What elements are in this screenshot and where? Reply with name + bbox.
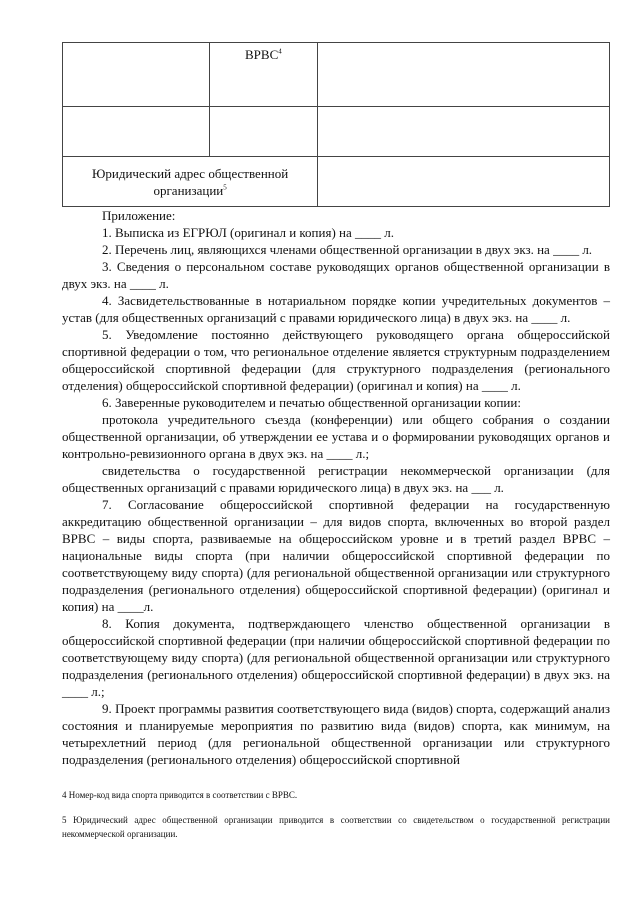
footnote-4: 4 Номер-код вида спорта приводится в соответствии с ВРВС. <box>62 790 298 800</box>
list-item: 4. Засвидетельствованные в нотариальном порядке копии учредительных документов – устав (для общественных организаций с правами юридического лица) в двух экз. на ____ л. <box>62 293 610 325</box>
list-item: 7. Согласование общероссийской спортивной федерации на государственную аккредитацию общественной организации – для видов спорта, включенных во второй раздел ВРВС – виды спорта, развиваемые на общероссийском уровне и в третий раздел ВРВС – национальные виды спорта (при наличии общероссийской спортивной федерации по соответствующему виду спорта) (для региональной общественной организации или структурного подразделения (регионального отделения) общероссийской спортивной федерации) (оригинал и копия) на ____л. <box>62 497 610 614</box>
footnote-ref-4: 4 <box>278 47 282 56</box>
form-table <box>62 42 610 207</box>
appendix-heading: Приложение: <box>102 208 176 223</box>
list-item: 1. Выписка из ЕГРЮЛ (оригинал и копия) на ____ л. <box>102 225 394 240</box>
table-cell <box>318 43 610 107</box>
table-cell <box>63 107 210 157</box>
list-item: 3. Сведения о персональном составе руководящих органов общественной организации в двух экз. на ____ л. <box>62 259 610 291</box>
table-cell <box>209 107 318 157</box>
list-item: протокола учредительного съезда (конференции) или общего собрания о создании общественной организации, об утверждении ее устава и о формировании руководящих органов и контрольно-ревизионного органа в двух экз. на ____ л.; <box>62 412 610 461</box>
footnote-5: 5 Юридический адрес общественной организации приводится в соответствии со свидетельством о государственной регистрации некоммерческой организации. <box>62 815 610 839</box>
appendix-list <box>62 207 610 768</box>
footnote-ref-5: 5 <box>223 183 227 192</box>
vrbs-cell <box>209 43 318 107</box>
vrbs-label: ВРВС <box>245 47 279 62</box>
address-cell <box>63 157 318 207</box>
list-item: 6. Заверенные руководителем и печатью общественной организации копии: <box>102 395 521 410</box>
table-cell <box>63 43 210 107</box>
table-cell <box>318 157 610 207</box>
list-item: свидетельства о государственной регистрации некоммерческой организации (для общественных организаций с правами юридического лица) в двух экз. на ___ л. <box>62 463 610 495</box>
list-item: 2. Перечень лиц, являющихся членами общественной организации в двух экз. на ____ л. <box>102 242 593 257</box>
address-label: Юридический адрес общественной организации <box>92 165 289 198</box>
list-item: 9. Проект программы развития соответствующего вида (видов) спорта, содержащий анализ состояния и планируемые мероприятия по развитию вида (видов) спорта, как минимум, на четырехлетний период (для региональной общественной организации или структурного подразделения (регионального отделения) общероссийской спортивной <box>62 701 610 767</box>
list-item: 8. Копия документа, подтверждающего членство общественной организации в общероссийской спортивной федерации (при наличии общероссийской спортивной федерации по соответствующему виду спорта) (для региональной общественной организации или структурного подразделения (регионального отделения) общероссийской спортивной федерации) в двух экз. на ____ л.; <box>62 616 610 699</box>
table-cell <box>318 107 610 157</box>
list-item: 5. Уведомление постоянно действующего руководящего органа общероссийской спортивной федерации о том, что региональное отделение является структурным подразделением общероссийской спортивной федерации (для структурного подразделения (регионального отделения) общероссийской спортивной федерации) (оригинал и копия) на ____ л. <box>62 327 610 393</box>
